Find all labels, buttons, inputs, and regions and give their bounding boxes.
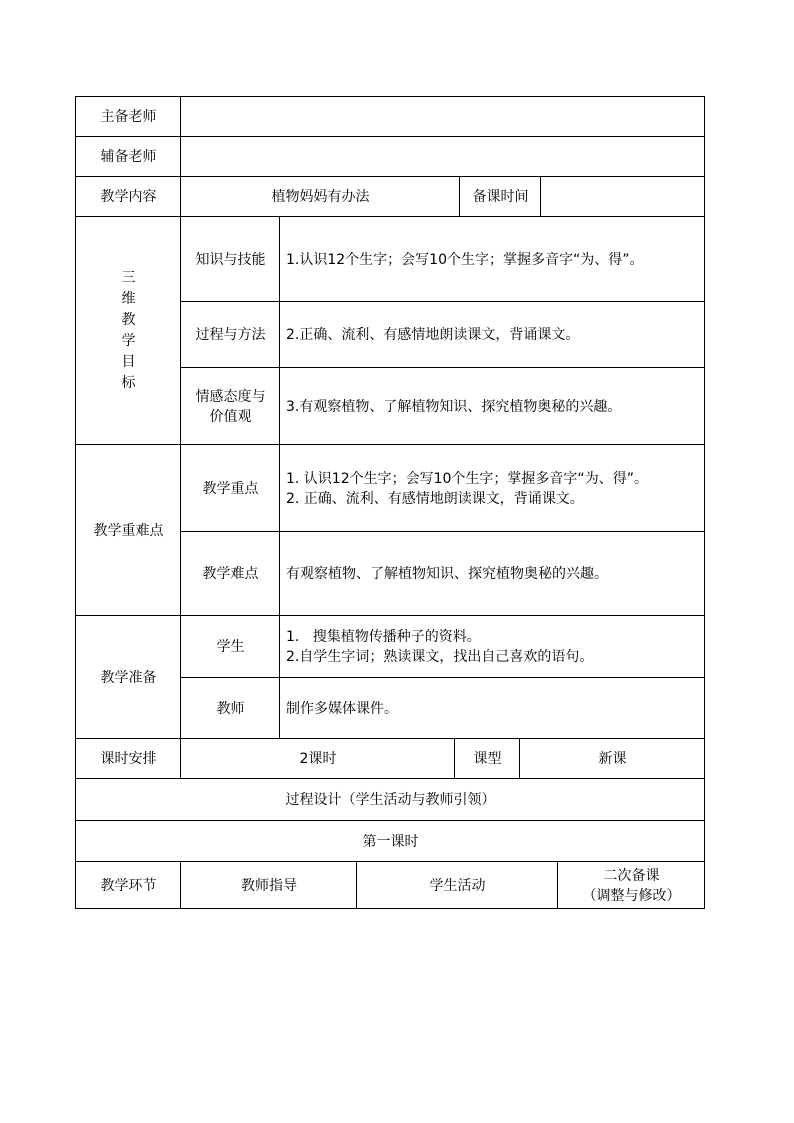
- table-border-bottom: [75, 908, 705, 909]
- lesson-type-value[interactable]: 新课: [519, 738, 705, 779]
- student-prep-label: 学生: [180, 615, 280, 678]
- goals-label: [75, 216, 181, 445]
- focus-text[interactable]: 1. 认识12个生字；会写10个生字；掌握多音字“为、得”。 2. 正确、流利、有感情地朗读课文，背诵课文。: [279, 444, 705, 532]
- student-prep-text[interactable]: 1. 搜集植物传播种子的资料。 2.自学生字词；熟读课文，找出自己喜欢的语句。: [279, 615, 705, 678]
- goal-process-text[interactable]: 2.正确、流利、有感情地朗读课文，背诵课文。: [279, 301, 705, 368]
- goal-knowledge-text[interactable]: 1.认识12个生字；会写10个生字；掌握多音字“为、得”。: [279, 216, 705, 302]
- assist-teacher-label: 辅备老师: [75, 136, 181, 177]
- schedule-label: 课时安排: [75, 738, 181, 779]
- lead-teacher-value[interactable]: [180, 96, 705, 137]
- preparation-label: 教学准备: [75, 615, 181, 739]
- column-teacher-guide: 教师指导: [180, 861, 357, 909]
- column-revision: 二次备课 （调整与修改）: [557, 861, 705, 909]
- teacher-prep-text[interactable]: 制作多媒体课件。: [279, 677, 705, 739]
- teacher-prep-label: 教师: [180, 677, 280, 739]
- goal-knowledge-label: 知识与技能: [180, 216, 280, 302]
- prep-time-label: 备课时间: [459, 176, 541, 217]
- lead-teacher-label: 主备老师: [75, 96, 181, 137]
- goal-attitude-text[interactable]: 3.有观察植物、了解植物知识、探究植物奥秘的兴趣。: [279, 367, 705, 445]
- content-value[interactable]: 植物妈妈有办法: [180, 176, 460, 217]
- assist-teacher-value[interactable]: [180, 136, 705, 177]
- table-border-right: [704, 96, 705, 909]
- schedule-value[interactable]: 2课时: [180, 738, 455, 779]
- goals-label-vertical: 三 维 教 学 目 标: [121, 270, 136, 391]
- difficulty-text[interactable]: 有观察植物、了解植物知识、探究植物奥秘的兴趣。: [279, 531, 705, 616]
- column-student-activity: 学生活动: [356, 861, 558, 909]
- prep-time-value[interactable]: [540, 176, 705, 217]
- lesson-type-label: 课型: [454, 738, 520, 779]
- key-points-label: 教学重难点: [75, 444, 181, 616]
- lesson-title: 第一课时: [75, 820, 705, 862]
- content-label: 教学内容: [75, 176, 181, 217]
- focus-label: 教学重点: [180, 444, 280, 532]
- process-title: 过程设计（学生活动与教师引领）: [75, 778, 705, 821]
- difficulty-label: 教学难点: [180, 531, 280, 616]
- goal-process-label: 过程与方法: [180, 301, 280, 368]
- column-stage: 教学环节: [75, 861, 181, 909]
- goal-attitude-label: 情感态度与 价值观: [180, 367, 280, 445]
